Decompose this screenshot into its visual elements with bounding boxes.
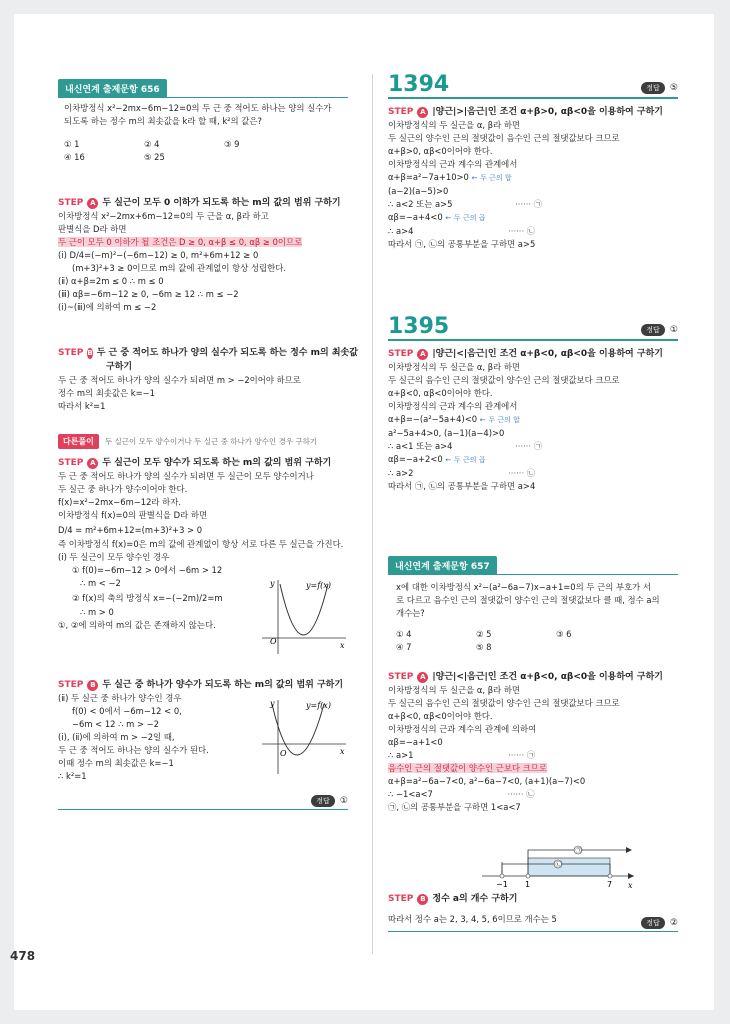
parabola-graph-2 [258, 696, 348, 776]
header-rule [388, 339, 678, 341]
alt-solution-bar [58, 434, 348, 449]
text-line: ∴ m > 0 [80, 607, 114, 617]
svg-text:O: O [280, 749, 287, 758]
step-label: STEP [58, 348, 84, 358]
text-line: 따라서 ㉠, ㉡의 공통부분을 구하면 a>4 [388, 481, 536, 491]
text-line: 즉 이차방정식 f(x)=0은 m의 값에 관계없이 항상 서로 다른 두 실근을 가진다. [58, 539, 344, 549]
svg-text:y: y [270, 699, 275, 708]
step-title: 두 실근이 모두 0 이하가 되도록 하는 m의 값의 범위 구하기 [102, 198, 341, 208]
text-line: 이차방정식의 두 실근을 α, β라 하면 [388, 120, 521, 130]
text-line: α+β=a²−6a−7<0, a²−6a−7<0, (a+1)(a−7)<0 [388, 776, 586, 786]
svg-text:y: y [270, 579, 275, 588]
text-line: 두 실근의 음수인 근의 절댓값이 양수인 근의 절댓값보다 크므로 [388, 375, 620, 385]
step-title: 정수 a의 개수 구하기 [432, 894, 518, 904]
problem-header-tag: 내신연계 출제문항 657 [388, 556, 497, 575]
step-circle: A [87, 198, 98, 209]
choice[interactable]: ③ 6 [556, 629, 572, 639]
answer-tag: 정답 [311, 795, 335, 807]
text-line: 이차방정식의 두 실근을 α, β라 하면 [388, 685, 521, 695]
svg-text:㉠: ㉠ [575, 847, 582, 855]
bottom-rule [58, 809, 348, 810]
text-line: ①, ②에 의하여 m의 값은 존재하지 않는다. [58, 620, 216, 630]
note-prod: 두 근의 곱 [453, 214, 486, 222]
text-line: ∴ a<2 또는 a>5 ······ ㉠ [388, 199, 543, 209]
text-line: 이차방정식의 근과 계수의 관계에서 [388, 401, 518, 411]
step-label: STEP [58, 198, 84, 208]
step-title: |양근|<|음근|인 조건 α+β<0, αβ<0을 이용하여 구하기 [432, 672, 663, 682]
problem-number: 1394 [388, 72, 450, 97]
text-line: 두 실근의 음수인 근의 절댓값이 양수인 근의 절댓값보다 크므로 [388, 698, 620, 708]
choice[interactable]: ③ 9 [224, 139, 240, 149]
text-line: ① f(0)=−6m−12 > 0에서 −6m > 12 [72, 565, 223, 575]
problem-657 [388, 554, 678, 654]
problem-line: 개수는? [396, 608, 425, 618]
text-line: 따라서 ㉠, ㉡의 공통부분을 구하면 a>5 [388, 239, 536, 249]
step-a-heading: STEP A |양근|<|음근|인 조건 α+β<0, αβ<0을 이용하여 구하기 [388, 672, 663, 682]
text-line: ∴ k²=1 [58, 771, 87, 781]
text-line: (ⅱ) 두 실근 중 하나가 양수인 경우 [58, 693, 182, 703]
tick-label: 1 [525, 880, 531, 889]
bottom-rule [388, 931, 678, 932]
text-line: f(0) < 0에서 −6m−12 < 0, [72, 706, 182, 716]
text-line: (ⅱ) α+β=2m ≤ 0 ∴ m ≤ 0 [58, 276, 164, 286]
choice[interactable]: ① 1 [64, 139, 80, 149]
choice[interactable]: ② 5 [476, 629, 492, 639]
text-line: ∴ a<1 또는 a>4 ······ ㉠ [388, 441, 543, 451]
choice[interactable]: ④ 16 [64, 152, 85, 162]
problem-line: 되도록 하는 정수 m의 최솟값을 k라 할 때, k²의 값은? [64, 116, 262, 126]
page-number: 478 [10, 949, 36, 963]
text-line: ㉠, ㉡의 공통부분을 구하면 1<a<7 [388, 802, 521, 812]
graph-label: y=f(x) [306, 581, 331, 590]
choice[interactable]: ⑤ 25 [144, 152, 165, 162]
text-line: 이차방정식 x²−2mx+6m−12=0의 두 근을 α, β라 하고 [58, 211, 269, 221]
step-a-heading: STEP A |양근|<|음근|인 조건 α+β<0, αβ<0을 이용하여 구하기 [388, 349, 663, 359]
parabola-graph-1 [258, 576, 348, 656]
text-line: 따라서 k²=1 [58, 401, 106, 411]
text-line: α+β>0, αβ<0이어야 한다. [388, 146, 493, 156]
number-line-diagram [478, 842, 638, 892]
text-line: α+β<0, αβ<0이어야 한다. [388, 388, 493, 398]
choice[interactable]: ④ 7 [396, 642, 412, 652]
problem-line: 이차방정식 x²−2mx−6m−12=0의 두 근 중 적어도 하나는 양의 실수가 [64, 103, 332, 113]
problem-header-tag: 내신연계 출제문항 656 [58, 79, 167, 98]
step-title-cont: 구하기 [106, 362, 133, 372]
text-line: 정수 m의 최솟값은 k=−1 [58, 388, 155, 398]
text-line: 두 근 중 적어도 하나가 양의 실수가 되려면 두 실근이 모두 양수이거나 [58, 471, 314, 481]
header-rule [388, 97, 678, 99]
text-line: (ⅰ) 두 실근이 모두 양수인 경우 [58, 552, 170, 562]
text-line: ∴ m < −2 [80, 578, 121, 588]
answer-value: ① [669, 325, 678, 335]
text-line: (ⅰ)~(ⅲ)에 의하여 m ≤ −2 [58, 302, 157, 312]
text-line: 두 실근 중 하나가 양수이어야 한다. [58, 484, 188, 494]
text-line: D/4 = m²+6m+12=(m+3)²+3 > 0 [58, 525, 203, 535]
text-line: −6m < 12 ∴ m > −2 [72, 719, 160, 729]
problem-1395 [388, 314, 678, 493]
text-line: 두 근 중 적어도 하나가 양의 실수가 되려면 m > −2이어야 하므로 [58, 375, 301, 385]
text-line: 두 근 중 적어도 하나는 양의 실수가 된다. [58, 745, 209, 755]
choice[interactable]: ⑤ 8 [476, 642, 492, 652]
text-line: αβ=−a+1<0 [388, 737, 443, 747]
answer-tag: 정답 [641, 917, 665, 929]
text-line: (ⅰ), (ⅱ)에 의하여 m > −2일 때, [58, 732, 175, 742]
page [10, 14, 714, 1010]
text-line: 두 실근의 양수인 근의 절댓값이 음수인 근의 절댓값보다 크므로 [388, 133, 620, 143]
tick-label: 7 [607, 880, 613, 889]
svg-text:㉡: ㉡ [555, 861, 562, 869]
svg-text:x: x [340, 747, 345, 756]
choices [396, 628, 674, 654]
answer-value: ② [669, 918, 678, 928]
alt-step-a-heading: STEP A 두 실근이 모두 양수가 되도록 하는 m의 값의 범위 구하기 [58, 458, 332, 468]
text-line: (a−2)(a−5)>0 [388, 186, 449, 196]
text-line: 이차방정식의 두 실근을 α, β라 하면 [388, 362, 521, 372]
problem-line: x에 대한 이차방정식 x²−(a²−6a−7)x−a+1=0의 두 근의 부호가 서 [396, 582, 652, 592]
step-circle: B [87, 348, 93, 357]
text-line: 따라서 정수 a는 2, 3, 4, 5, 6이므로 개수는 5 [388, 914, 557, 924]
highlight-line: 음수인 근의 절댓값이 양수인 근보다 크므로 [388, 763, 547, 773]
text-line: 이때 정수 m의 최솟값은 k=−1 [58, 758, 174, 768]
answer-tag: 정답 [641, 82, 665, 94]
step-title: 두 실근 중 하나가 양수가 되도록 하는 m의 값의 범위 구하기 [102, 680, 344, 690]
text-line: 이차방정식의 근과 계수의 관계에서 [388, 159, 518, 169]
text-line: αβ=−a+2<0 ← 두 근의 곱 [388, 454, 486, 464]
text-line: f(x)=x²−2mx−6m−12라 하자. [58, 497, 182, 507]
step-title: |양근|<|음근|인 조건 α+β<0, αβ<0을 이용하여 구하기 [432, 349, 663, 359]
alt-step-b-heading: STEP B 두 실근 중 하나가 양수가 되도록 하는 m의 값의 범위 구하기 [58, 680, 344, 690]
text-line: a²−5a+4>0, (a−1)(a−4)>0 [388, 428, 505, 438]
svg-text:O: O [270, 637, 277, 646]
choice[interactable]: ① 4 [396, 629, 412, 639]
column-divider [372, 74, 373, 954]
text-line: 판별식을 D라 하면 [58, 224, 127, 234]
step-title: 두 근 중 적어도 하나가 양의 실수가 되도록 하는 정수 m의 최솟값 [96, 348, 358, 358]
problem-number: 1395 [388, 314, 450, 339]
text-line: α+β=a²−7a+10>0 ← 두 근의 합 [388, 172, 512, 182]
alt-solution-title: 두 실근이 모두 양수이거나 두 실근 중 하나가 양수인 경우 구하기 [104, 437, 318, 446]
highlight-line: 두 근이 모두 0 이하가 될 조건은 D ≥ 0, α+β ≤ 0, αβ ≥ 0이므로 [58, 237, 303, 247]
answer-value: ⑤ [669, 83, 678, 93]
svg-text:y=f(x): y=f(x) [306, 701, 331, 710]
text-line: ② f(x)의 축의 방정식 x=−(−2m)/2=m [72, 593, 223, 603]
step-a-heading [58, 196, 348, 210]
text-line: (m+3)²+3 ≥ 0이므로 m의 값에 관계없이 항상 성립한다. [72, 263, 286, 273]
text-line: (ⅲ) αβ=−6m−12 ≥ 0, −6m ≥ 12 ∴ m ≤ −2 [58, 289, 239, 299]
svg-text:x: x [340, 641, 345, 650]
alt-solution-tag: 다른풀이 [58, 434, 99, 449]
text-line: α+β=−(a²−5a+4)<0 ← 두 근의 합 [388, 414, 520, 424]
text-line: ∴ a>2 ······ ㉡ [388, 468, 536, 478]
problem-line: 로 다르고 음수인 근의 절댓값이 양수인 근의 절댓값보다 클 때, 정수 a의 [396, 595, 660, 605]
choices [64, 138, 348, 164]
choice[interactable]: ② 4 [144, 139, 160, 149]
text-line: ∴ a>4 ······ ㉡ [388, 226, 536, 236]
text-line: (ⅰ) D/4=(−m)²−(−6m−12) ≥ 0, m²+6m+12 ≥ 0 [58, 250, 259, 260]
answer-value: ① [339, 796, 348, 806]
step-b-heading: STEP B 정수 a의 개수 구하기 [388, 894, 518, 904]
text-line: α+β<0, αβ<0이어야 한다. [388, 711, 493, 721]
axis-label: x [628, 881, 633, 890]
note-sum: 두 근의 합 [480, 174, 512, 182]
step-title: |양근|>|음근|인 조건 α+β>0, αβ<0을 이용하여 구하기 [432, 107, 663, 117]
answer-tag: 정답 [641, 324, 665, 336]
step-title: 두 실근이 모두 양수가 되도록 하는 m의 값의 범위 구하기 [102, 458, 332, 468]
text-line: ∴ a>1 ······ ㉠ [388, 750, 536, 760]
step-a-heading: STEP A |양근|>|음근|인 조건 α+β>0, αβ<0을 이용하여 구하기 [388, 107, 663, 117]
text-line: ∴ −1<a<7 ······ ㉡ [388, 789, 535, 799]
text-line: αβ=−a+4<0 ← 두 근의 곱 [388, 212, 486, 222]
step-b-heading [58, 346, 358, 360]
problem-1394 [388, 72, 678, 251]
text-line: 이차방정식의 근과 계수의 관계에 의하여 [388, 724, 537, 734]
text-line: 이차방정식 f(x)=0의 판별식을 D라 하면 [58, 510, 208, 520]
tick-label: −1 [496, 880, 508, 889]
